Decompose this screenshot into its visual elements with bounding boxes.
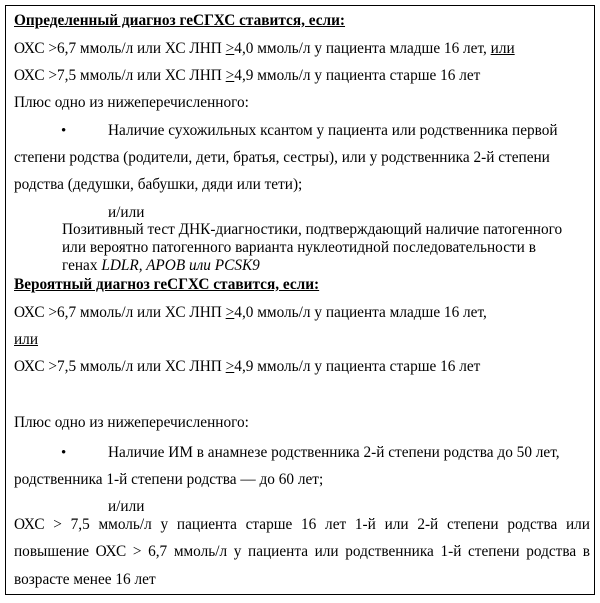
or-connector: или — [490, 40, 515, 57]
criterion-text: ОХС >7,5 ммоль/л или ХС ЛНП — [14, 67, 226, 84]
criterion-text: ОХС >6,7 ммоль/л или ХС ЛНП — [14, 40, 226, 57]
xanthoma-criterion-line1: Наличие сухожильных ксантом у пациента или родственника первой — [108, 122, 558, 139]
plus-one-of-label: Плюс одно из нижеперечисленного: — [14, 414, 249, 431]
ge-symbol: > — [225, 67, 235, 84]
criterion-text: 4,0 ммоль/л у пациента младше 16 лет, — [234, 304, 487, 321]
xanthoma-criterion-line2: степени родства (родители, дети, братья, сестры), или у родственника 2-й степени — [14, 149, 550, 166]
ge-symbol: > — [225, 358, 235, 375]
probable-criterion-over-16 — [14, 358, 480, 376]
or-connector: или — [14, 331, 39, 348]
tc-relative-line3: возрасте менее 16 лет — [14, 571, 156, 588]
criterion-text: 4,9 ммоль/л у пациента старше 16 лет — [234, 358, 481, 375]
dna-text: генах — [62, 257, 102, 274]
tc-relative-line1: ОХС > 7,5 ммоль/л у пациента старше 16 лет 1-й или 2-й степени родства или — [14, 516, 590, 533]
criterion-text: 4,0 ммоль/л у пациента младше 16 лет, — [234, 40, 491, 57]
mi-history-line2: родственника 1-й степени родства — до 60 лет; — [14, 471, 324, 488]
gene-names: LDLR, APOB или PCSK9 — [101, 257, 260, 274]
and-or-connector: и/или — [108, 498, 145, 515]
dna-test-line3 — [62, 257, 260, 275]
bullet-icon: • — [61, 123, 67, 139]
mi-history-line1: Наличие ИМ в анамнезе родственника 2-й степени родства до 50 лет, — [108, 444, 560, 461]
ge-symbol: > — [225, 304, 235, 321]
plus-one-of-label: Плюс одно из нижеперечисленного: — [14, 94, 249, 111]
probable-diagnosis-heading: Вероятный диагноз геСГХС ставится, если: — [14, 276, 320, 293]
tc-relative-line2: повышение ОХС > 6,7 ммоль/л у пациента или родственника 1-й степени родства в — [14, 543, 590, 560]
xanthoma-criterion-line3: родства (дедушки, бабушки, дяди или тети); — [14, 176, 303, 193]
bullet-icon: • — [61, 445, 67, 461]
probable-criterion-under-16 — [14, 304, 487, 322]
criterion-text: ОХС >6,7 ммоль/л или ХС ЛНП — [14, 304, 226, 321]
ge-symbol: > — [225, 40, 235, 57]
criterion-text: 4,9 ммоль/л у пациента старше 16 лет — [234, 67, 481, 84]
dna-test-line1: Позитивный тест ДНК-диагностики, подтверждающий наличие патогенного — [62, 221, 563, 238]
criterion-text: ОХС >7,5 ммоль/л или ХС ЛНП — [14, 358, 226, 375]
dna-test-line2: или вероятно патогенного варианта нуклеотидной последовательности в — [62, 239, 536, 256]
definite-criterion-over-16 — [14, 67, 480, 85]
and-or-connector: и/или — [108, 204, 145, 221]
definite-criterion-under-16 — [14, 40, 515, 58]
definite-diagnosis-heading: Определенный диагноз геСГХС ставится, если: — [14, 12, 346, 29]
